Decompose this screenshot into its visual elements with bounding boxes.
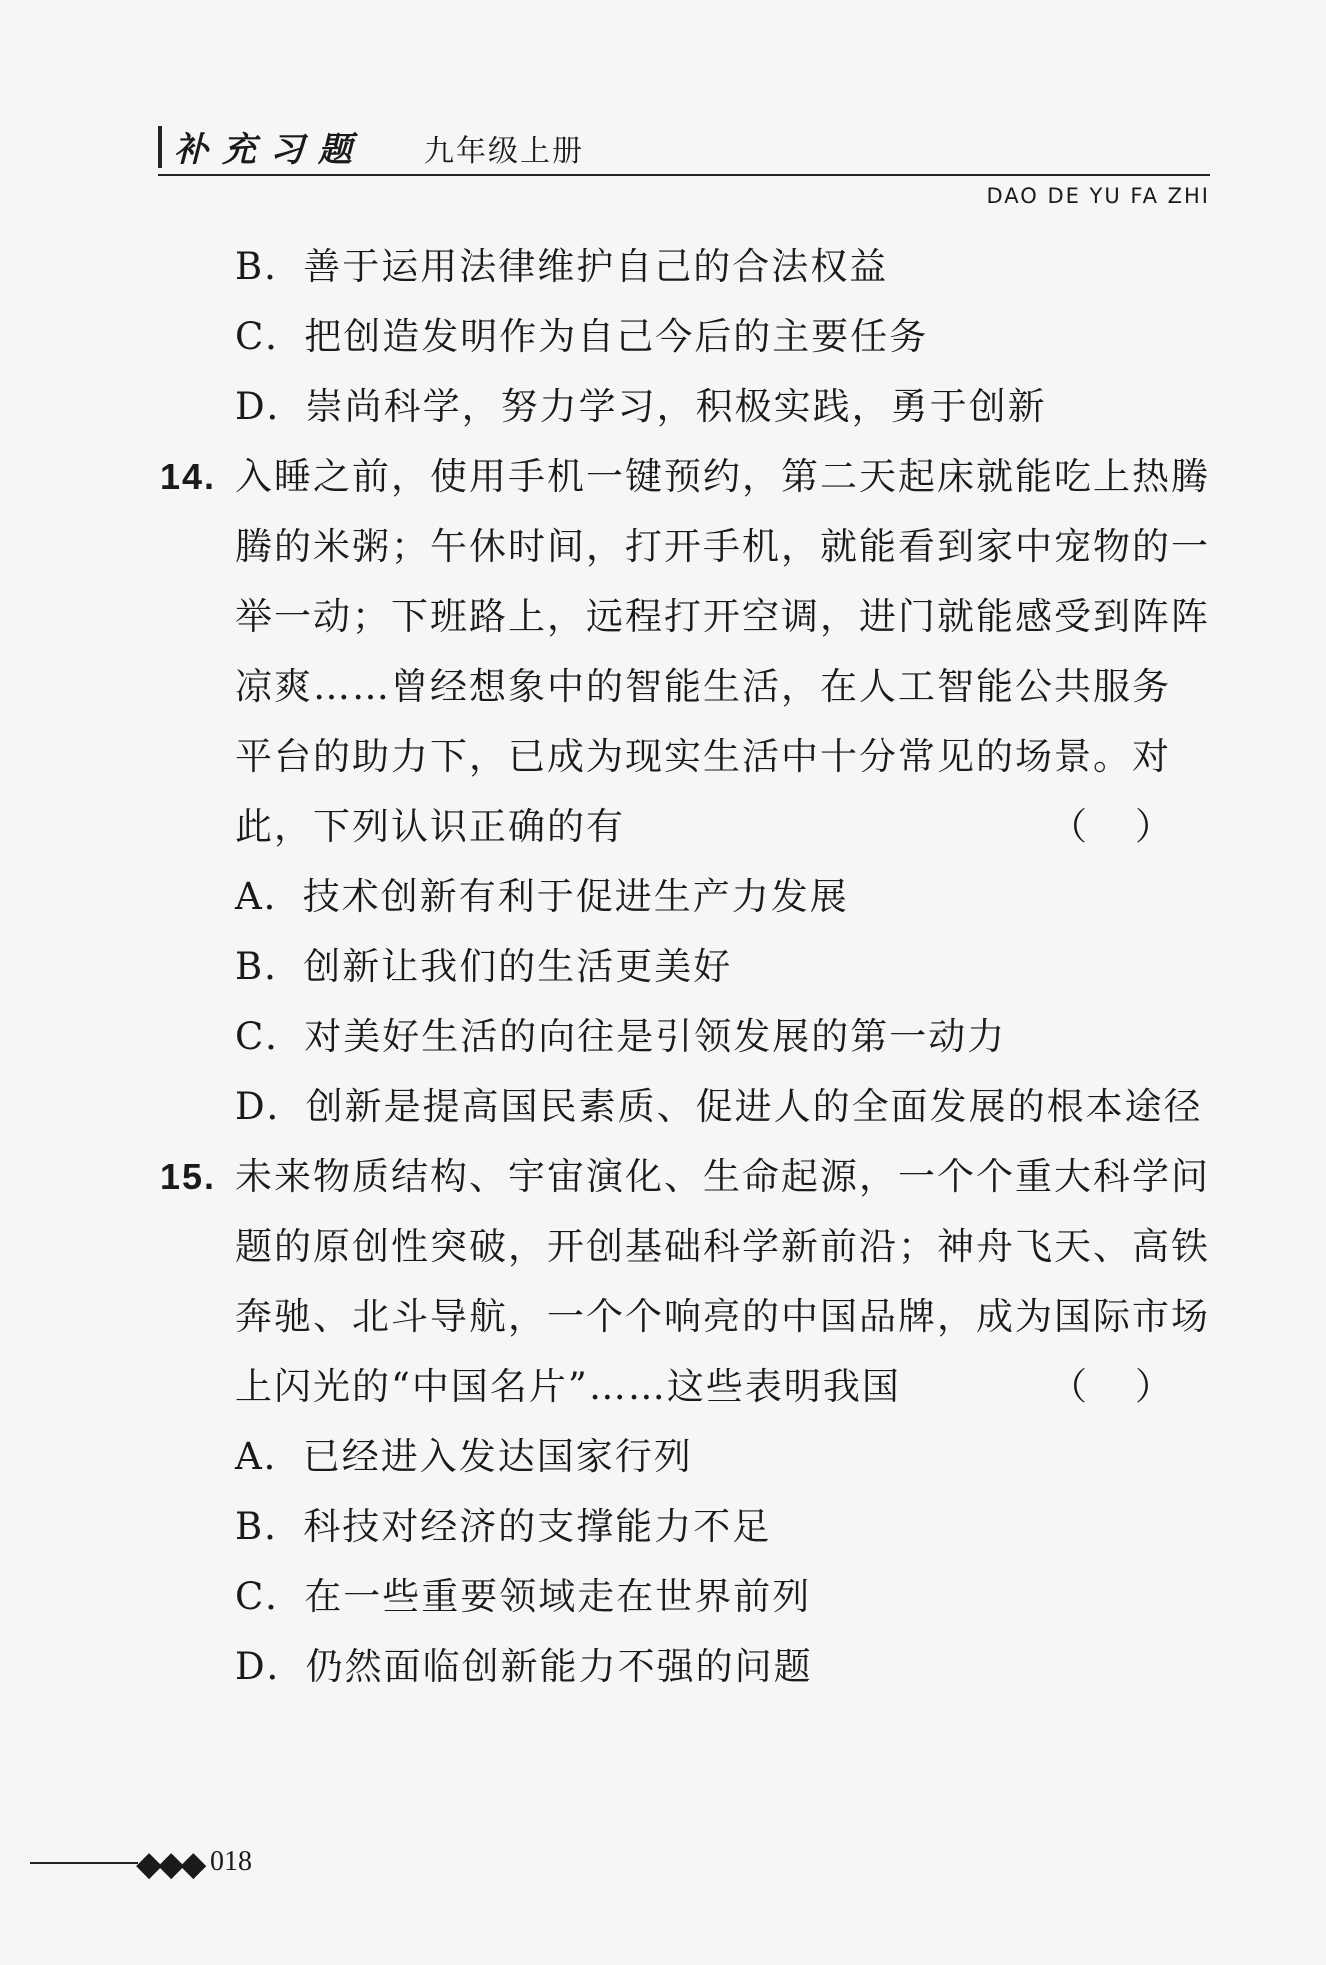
q15-number: 15. (160, 1156, 217, 1197)
q15-option-c: C．在一些重要领域走在世界前列 (235, 1575, 812, 1618)
page-footer (30, 1842, 330, 1882)
q14-stem-text: 入睡之前，使用手机一键预约，第二天起床就能吃上热腾 (235, 455, 1210, 498)
q15-stem-text: 未来物质结构、宇宙演化、生命起源，一个个重大科学问 (235, 1155, 1210, 1198)
footer-rule (30, 1862, 138, 1864)
q14-option-b: B．创新让我们的生活更美好 (235, 945, 733, 988)
q15-line-4 (160, 1352, 1220, 1422)
q14-option-c: C．对美好生活的向往是引领发展的第一动力 (235, 1015, 1007, 1058)
q14-line-1 (160, 442, 1220, 512)
q14-option-a: A．技术创新有利于促进生产力发展 (235, 875, 849, 918)
q15-option-d: D．仍然面临创新能力不强的问题 (235, 1645, 813, 1688)
q15-answer-blank: （） (1050, 1365, 1220, 1408)
q14-line-6 (160, 792, 1220, 862)
page-number: 018 (210, 1846, 252, 1877)
page-header (158, 118, 1210, 208)
q15-line-2: 题的原创性突破，开创基础科学新前沿；神舟飞天、高铁 (235, 1225, 1210, 1268)
q14-line-5: 平台的助力下，已成为现实生活中十分常见的场景。对 (235, 735, 1171, 778)
q14-number: 14. (160, 456, 217, 497)
diamond-ornament-icon: ◆◆◆ (136, 1844, 203, 1884)
q15-line-1 (160, 1142, 1220, 1212)
q14-option-d: D．创新是提高国民素质、促进人的全面发展的根本途径 (235, 1085, 1203, 1128)
header-divider (158, 174, 1210, 176)
q14-line-4: 凉爽……曾经想象中的智能生活，在人工智能公共服务 (235, 665, 1171, 708)
book-logo: 补充习题 (174, 130, 366, 170)
grade-label: 九年级上册 (424, 134, 584, 169)
subject-pinyin: DAO DE YU FA ZHI (986, 184, 1210, 208)
q15-option-a: A．已经进入发达国家行列 (235, 1435, 693, 1478)
questions-content (160, 232, 1220, 1702)
q15-option-b: B．科技对经济的支撑能力不足 (235, 1505, 772, 1548)
q14-stem-end: 此，下列认识正确的有 (235, 805, 625, 848)
q13-option-d: D．崇尚科学，努力学习，积极实践，勇于创新 (235, 385, 1047, 428)
q14-line-2: 腾的米粥；午休时间，打开手机，就能看到家中宠物的一 (235, 525, 1210, 568)
q14-line-3: 举一动；下班路上，远程打开空调，进门就能感受到阵阵 (235, 595, 1210, 638)
header-bar (158, 126, 162, 168)
q13-option-c: C．把创造发明作为自己今后的主要任务 (235, 315, 929, 358)
q15-line-3: 奔驰、北斗导航，一个个响亮的中国品牌，成为国际市场 (235, 1295, 1210, 1338)
q15-stem-end: 上闪光的“中国名片”……这些表明我国 (235, 1365, 901, 1408)
q13-option-b: B．善于运用法律维护自己的合法权益 (235, 245, 889, 288)
q14-answer-blank: （） (1050, 805, 1220, 848)
